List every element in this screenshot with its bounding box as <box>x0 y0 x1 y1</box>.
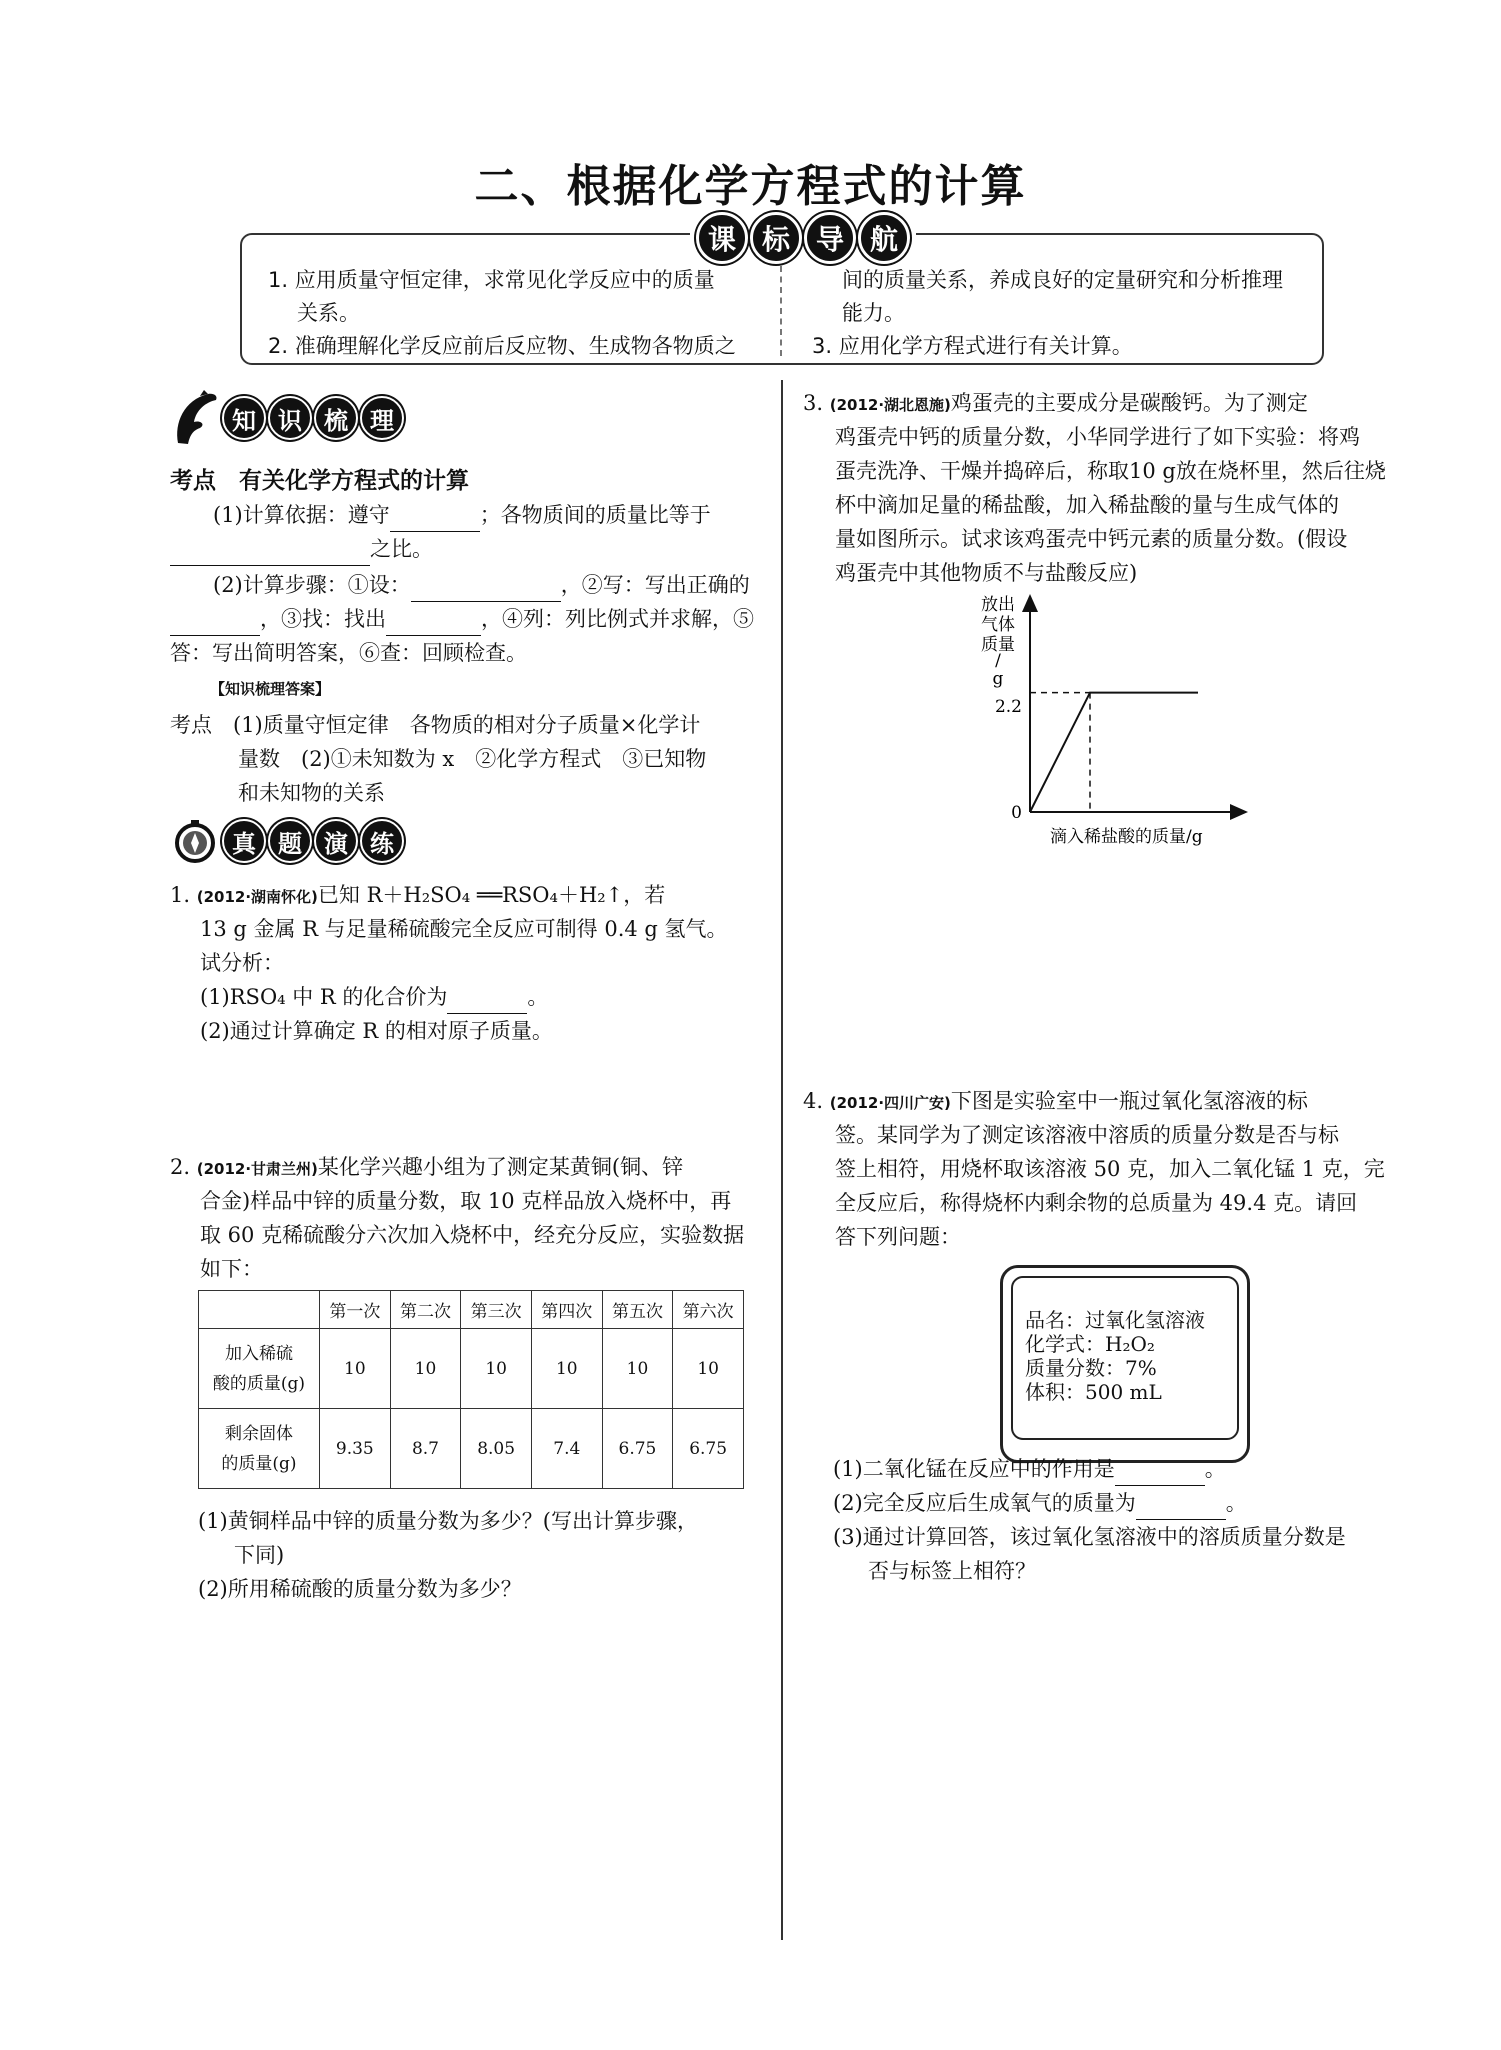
table-header: 第五次 <box>602 1291 673 1329</box>
q4-line-5: 答下列问题： <box>835 1225 961 1249</box>
table-cell: 6.75 <box>673 1409 744 1489</box>
text: 的质量(g) <box>221 1453 297 1474</box>
knowledge-badge-char: 识 <box>268 396 312 440</box>
kaodian-heading: 考点 有关化学方程式的计算 <box>170 468 469 494</box>
q3-line-5: 量如图所示。试求该鸡蛋壳中钙元素的质量分数。(假设 <box>835 527 1348 551</box>
table-header: 第三次 <box>461 1291 532 1329</box>
y-label-line: g <box>992 669 1004 689</box>
q4-sub-3a: (3)通过计算回答，该过氧化氢溶液中的溶质质量分数是 <box>833 1525 1346 1549</box>
blank <box>447 989 527 1014</box>
answer-line-2: 量数 (2)①未知数为 x ②化学方程式 ③已知物 <box>238 747 707 771</box>
q3-line-1 <box>803 386 1308 422</box>
x-axis-label: 滴入稀盐酸的质量/g <box>1050 827 1203 847</box>
goals-divider <box>780 266 782 356</box>
knowledge-badge-char: 知 <box>222 396 266 440</box>
practice-badge-char: 题 <box>268 819 312 863</box>
text: (1)二氧化锰在反应中的作用是 <box>833 1457 1115 1481</box>
q3-line-3: 蛋壳洗净、干燥并捣碎后，称取10 g放在烧杯里，然后往烧 <box>835 459 1386 483</box>
q3-line-6: 鸡蛋壳中其他物质不与盐酸反应) <box>835 561 1138 585</box>
goals-badge-char: 课 <box>696 212 748 264</box>
goals-badge-char: 航 <box>858 212 910 264</box>
q3-line-2: 鸡蛋壳中钙的质量分数，小华同学进行了如下实验：将鸡 <box>835 425 1360 449</box>
q3-chart <box>950 590 1270 860</box>
answer-line-3: 和未知物的关系 <box>238 781 385 805</box>
text: 加入稀硫 <box>225 1343 293 1364</box>
q2-line-2: 合金)样品中锌的质量分数，取 10 克样品放入烧杯中，再 <box>200 1189 732 1213</box>
table-cell: 8.7 <box>390 1409 461 1489</box>
y-label-line: 质量 <box>981 635 1015 655</box>
table-cell: 10 <box>320 1329 391 1409</box>
compass-icon <box>170 816 220 866</box>
q1-line-3: 试分析： <box>200 951 284 975</box>
blank <box>170 541 370 566</box>
goals-badge-char: 标 <box>750 212 802 264</box>
y-axis-label <box>981 595 1015 689</box>
q2-line-3: 取 60 克稀硫酸分六次加入烧杯中，经充分反应，实验数据 <box>200 1223 745 1247</box>
text: 。 <box>1225 1491 1247 1515</box>
text: 鸡蛋壳的主要成分是碳酸钙。为了测定 <box>950 391 1308 415</box>
blank <box>390 507 480 532</box>
text: (1)计算依据：遵守 <box>213 503 390 527</box>
q1-line-2: 13 g 金属 R 与足量稀硫酸完全反应可制得 0.4 g 氢气。 <box>200 917 728 941</box>
table-corner <box>199 1291 320 1329</box>
knowledge-line-1 <box>213 498 711 532</box>
q2-sub-1a: (1)黄铜样品中锌的质量分数为多少？(写出计算步骤， <box>198 1509 698 1533</box>
goal-2-line1: 2. 准确理解化学反应前后反应物、生成物各物质之 <box>268 334 736 358</box>
q4-line-3: 签上相符，用烧杯取该溶液 50 克，加入二氧化锰 1 克，完 <box>835 1157 1385 1181</box>
q4-line-2: 签。某同学为了测定该溶液中溶质的质量分数是否与标 <box>835 1123 1339 1147</box>
q1-line-5: (2)通过计算确定 R 的相对原子质量。 <box>200 1019 553 1043</box>
practice-header <box>170 816 404 866</box>
knowledge-badge-char: 梳 <box>314 396 358 440</box>
y-label-line: / <box>995 651 1001 671</box>
label-fraction: 质量分数：7% <box>1025 1356 1157 1380</box>
knowledge-line-2 <box>170 532 433 566</box>
answer-line-1: 考点 (1)质量守恒定律 各物质的相对分子质量×化学计 <box>170 713 701 737</box>
goal-3: 3. 应用化学方程式进行有关计算。 <box>812 334 1133 358</box>
page-title: 二、根据化学方程式的计算 <box>474 161 1027 212</box>
table-cell: 10 <box>461 1329 532 1409</box>
y-label-line: 放出 <box>981 595 1015 615</box>
q2-line-1 <box>170 1150 683 1186</box>
knowledge-line-3 <box>213 568 750 602</box>
q4-line-4: 全反应后，称得烧杯内剩余物的总质量为 49.4 克。请回 <box>835 1191 1358 1215</box>
q2-data-table <box>198 1290 744 1489</box>
table-cell: 6.75 <box>602 1409 673 1489</box>
goals-badge <box>690 212 916 264</box>
y-label-line: 气体 <box>981 615 1015 635</box>
practice-badge-char: 练 <box>360 819 404 863</box>
q1-line-4 <box>200 980 548 1014</box>
text: (2)计算步骤：①设： <box>213 573 411 597</box>
q3-number: 3. <box>803 391 824 415</box>
q2-source: (2012·甘肃兰州) <box>196 1160 318 1178</box>
q4-source: (2012·四川广安) <box>829 1094 951 1112</box>
row-label <box>199 1409 320 1489</box>
q4-line-1 <box>803 1084 1308 1120</box>
reagent-label <box>1000 1265 1250 1463</box>
goal-1-line2: 关系。 <box>297 301 360 325</box>
blank <box>411 577 561 602</box>
knowledge-line-5: 答：写出简明答案，⑥查：回顾检查。 <box>170 641 527 665</box>
table-header: 第一次 <box>320 1291 391 1329</box>
table-cell: 10 <box>602 1329 673 1409</box>
q3-source: (2012·湖北恩施) <box>829 396 951 414</box>
q2-number: 2. <box>170 1155 191 1179</box>
practice-badge-char: 真 <box>222 819 266 863</box>
knowledge-badge-char: 理 <box>360 396 404 440</box>
table-header: 第二次 <box>390 1291 461 1329</box>
text: 已知 R＋H₂SO₄ ══RSO₄＋H₂↑，若 <box>317 883 666 907</box>
table-header: 第四次 <box>531 1291 602 1329</box>
text: 。 <box>527 985 549 1009</box>
knowledge-header <box>170 388 404 448</box>
dolphin-icon <box>170 388 220 448</box>
table-cell: 10 <box>673 1329 744 1409</box>
series-line <box>1030 693 1198 812</box>
table-row <box>199 1409 744 1489</box>
y-tick-label: 2.2 <box>994 697 1022 717</box>
text: (2)完全反应后生成氧气的质量为 <box>833 1491 1136 1515</box>
table-cell: 7.4 <box>531 1409 602 1489</box>
table-cell: 10 <box>390 1329 461 1409</box>
text: ，②写：写出正确的 <box>560 573 750 597</box>
column-divider <box>781 380 783 1940</box>
answer-title: 【知识梳理答案】 <box>210 680 331 698</box>
q4-number: 4. <box>803 1089 824 1113</box>
q4-sub-3b: 否与标签上相符？ <box>868 1559 1036 1583</box>
q1-line-1 <box>170 878 665 914</box>
q4-sub-2 <box>833 1486 1247 1520</box>
knowledge-line-4 <box>170 602 754 636</box>
table-cell: 9.35 <box>320 1409 391 1489</box>
row-label <box>199 1329 320 1409</box>
label-volume: 体积：500 mL <box>1025 1380 1162 1404</box>
label-name: 品名：过氧化氢溶液 <box>1025 1308 1205 1332</box>
text: ，③找：找出 <box>260 607 386 631</box>
goal-2-line2: 间的质量关系，养成良好的定量研究和分析推理 <box>842 268 1283 292</box>
q2-sub-2: (2)所用稀硫酸的质量分数为多少？ <box>198 1577 522 1601</box>
goal-2-line3: 能力。 <box>842 301 905 325</box>
text: 酸的质量(g) <box>212 1373 306 1394</box>
table-cell: 10 <box>531 1329 602 1409</box>
text: ；各物质间的质量比等于 <box>479 503 711 527</box>
goal-1-line1: 1. 应用质量守恒定律，求常见化学反应中的质量 <box>268 268 715 292</box>
table-cell: 8.05 <box>461 1409 532 1489</box>
text: 。 <box>1204 1457 1226 1481</box>
q2-line-4: 如下： <box>200 1257 263 1281</box>
table-row <box>199 1329 744 1409</box>
blank <box>170 611 260 636</box>
text: (1)RSO₄ 中 R 的化合价为 <box>200 985 448 1009</box>
goals-badge-char: 导 <box>804 212 856 264</box>
text: 某化学兴趣小组为了测定某黄铜(铜、锌 <box>317 1155 684 1179</box>
text: 剩余固体 <box>225 1423 293 1444</box>
q1-number: 1. <box>170 883 191 907</box>
text: ，④列：列比例式并求解，⑤ <box>481 607 754 631</box>
q4-sub-1 <box>833 1452 1226 1486</box>
text: 之比。 <box>370 537 433 561</box>
text: 下图是实验室中一瓶过氧化氢溶液的标 <box>950 1089 1308 1113</box>
blank <box>1136 1495 1226 1520</box>
table-header: 第六次 <box>673 1291 744 1329</box>
q2-sub-1b: 下同) <box>234 1543 285 1567</box>
origin-label: 0 <box>1011 803 1022 823</box>
practice-badge-char: 演 <box>314 819 358 863</box>
label-formula: 化学式：H₂O₂ <box>1025 1332 1155 1356</box>
reagent-label-inner <box>1011 1276 1239 1440</box>
q1-source: (2012·湖南怀化) <box>196 888 318 906</box>
blank <box>1115 1461 1205 1486</box>
blank <box>386 611 481 636</box>
q3-line-4: 杯中滴加足量的稀盐酸，加入稀盐酸的量与生成气体的 <box>835 493 1339 517</box>
